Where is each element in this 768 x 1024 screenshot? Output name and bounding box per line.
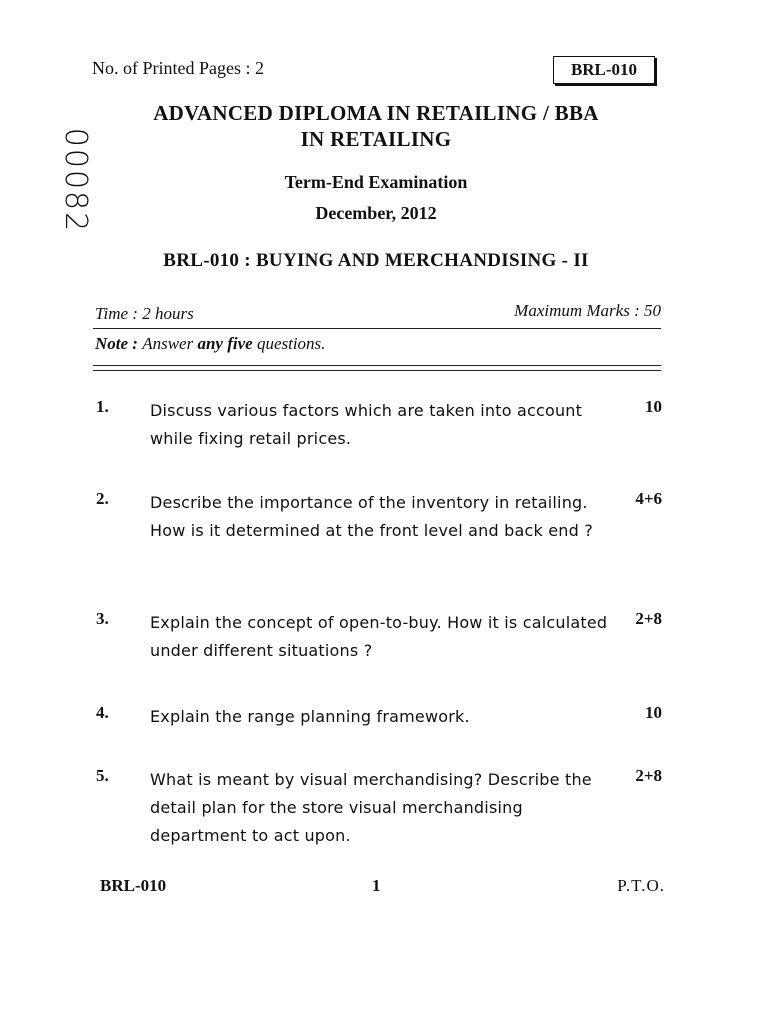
printed-pages-count: No. of Printed Pages : 2 [92,58,264,78]
note-text-start: Answer [142,334,198,353]
footer-page-number: 1 [372,876,381,895]
double-rule-top [93,365,661,366]
divider-line [93,328,661,329]
exam-type: Term-End Examination [284,172,468,192]
question-number: 5. [96,766,109,785]
question-number: 1. [96,397,109,416]
programme-title-line2: IN RETAILING [300,127,452,151]
course-heading: BRL-010 : BUYING AND MERCHANDISING - II [163,250,589,271]
question-marks: 2+8 [635,766,662,785]
question-number: 4. [96,703,109,722]
question-text: Describe the importance of the inventory in retailing. How is it determined at the front level and back end ? [150,493,593,540]
question-number: 2. [96,489,109,508]
note-label: Note : [95,334,138,353]
note-text-emphasis: any five [197,334,253,353]
double-rule-bottom [93,370,661,371]
question-marks: 10 [645,703,662,722]
question-marks: 2+8 [635,609,662,628]
time-allowed: Time : 2 hours [95,304,194,323]
footer-course-code: BRL-010 [100,876,167,895]
course-code-box: BRL-010 [553,56,655,84]
question-marks: 4+6 [635,489,662,508]
exam-session: December, 2012 [315,203,437,223]
note-text-end: questions. [252,334,326,353]
programme-title-line1: ADVANCED DIPLOMA IN RETAILING / BBA [153,101,599,125]
question-text: Discuss various factors which are taken into account while fixing retail prices. [150,401,583,448]
maximum-marks: Maximum Marks : 50 [514,301,661,320]
side-serial-text: 00082 [58,127,94,233]
question-marks: 10 [645,397,662,416]
instructions-note [95,334,325,354]
footer-pto: P.T.O. [617,876,665,895]
question-text: What is meant by visual merchandising? Describe the detail plan for the store visual merchandising department to act upon. [150,770,592,845]
question-number: 3. [96,609,109,628]
question-text: Explain the range planning framework. [150,707,470,726]
question-text: Explain the concept of open-to-buy. How it is calculated under different situations ? [150,613,608,660]
